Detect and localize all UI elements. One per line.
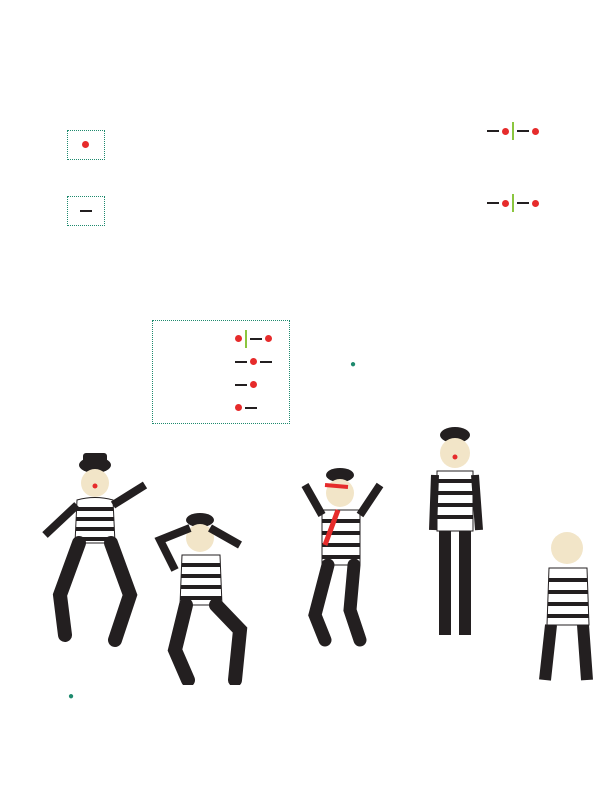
example-mama <box>497 116 539 140</box>
mime-figure <box>433 427 479 635</box>
bullet-icon: ● <box>68 691 75 702</box>
table-row <box>153 327 289 350</box>
bullet-icon: ● <box>350 359 357 370</box>
table-row <box>153 396 289 419</box>
example-tato <box>499 188 539 212</box>
mime-figure <box>160 513 240 680</box>
vowel-dot-icon <box>82 141 89 148</box>
question-note <box>68 690 488 704</box>
vowel-symbol-box <box>67 130 105 160</box>
mime-figure <box>305 468 380 640</box>
mime-figure <box>545 532 589 680</box>
mimes-illustration <box>20 425 600 685</box>
word-scheme-table <box>152 320 290 424</box>
sound-scheme <box>487 122 539 140</box>
sound-scheme <box>487 194 539 212</box>
consonant-symbol-box <box>67 196 105 226</box>
table-row <box>153 373 289 396</box>
table-row <box>153 350 289 373</box>
mime-figure <box>45 453 145 640</box>
consonant-dash-icon <box>80 210 92 212</box>
instruction-note <box>350 358 572 372</box>
